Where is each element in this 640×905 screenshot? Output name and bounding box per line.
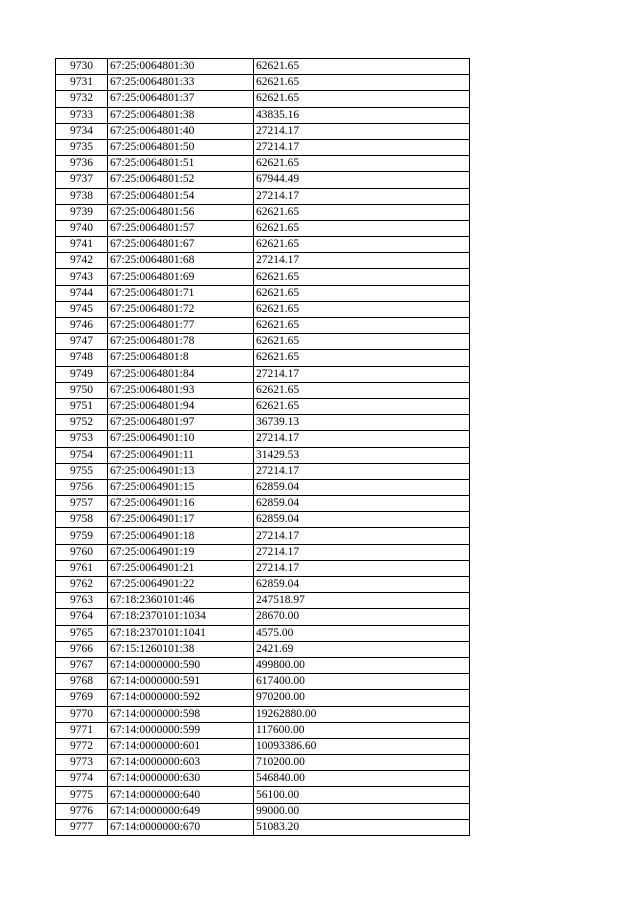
row-number-cell: 9747 xyxy=(56,334,108,350)
value-cell: 27214.17 xyxy=(254,544,470,560)
table-row xyxy=(56,107,470,123)
value-cell: 62621.65 xyxy=(254,398,470,414)
value-cell: 43835.16 xyxy=(254,107,470,123)
cadastral-number-cell: 67:14:0000000:599 xyxy=(108,722,254,738)
row-number-cell: 9745 xyxy=(56,301,108,317)
value-cell: 56100.00 xyxy=(254,787,470,803)
value-cell: 499800.00 xyxy=(254,657,470,673)
table-row xyxy=(56,771,470,787)
value-cell: 62621.65 xyxy=(254,285,470,301)
cadastral-number-cell: 67:25:0064801:71 xyxy=(108,285,254,301)
cadastral-number-cell: 67:25:0064901:11 xyxy=(108,447,254,463)
table-row xyxy=(56,204,470,220)
cadastral-number-cell: 67:25:0064901:16 xyxy=(108,496,254,512)
table-row xyxy=(56,75,470,91)
table-row xyxy=(56,819,470,835)
value-cell: 27214.17 xyxy=(254,123,470,139)
row-number-cell: 9759 xyxy=(56,528,108,544)
cadastral-number-cell: 67:14:0000000:649 xyxy=(108,803,254,819)
row-number-cell: 9773 xyxy=(56,755,108,771)
value-cell: 62621.65 xyxy=(254,334,470,350)
row-number-cell: 9739 xyxy=(56,204,108,220)
cadastral-number-cell: 67:25:0064901:10 xyxy=(108,431,254,447)
table-row xyxy=(56,787,470,803)
table-row xyxy=(56,609,470,625)
value-cell: 27214.17 xyxy=(254,139,470,155)
cadastral-number-cell: 67:25:0064801:77 xyxy=(108,318,254,334)
row-number-cell: 9740 xyxy=(56,220,108,236)
cadastral-number-cell: 67:25:0064901:17 xyxy=(108,512,254,528)
value-cell: 62621.65 xyxy=(254,75,470,91)
table-row xyxy=(56,382,470,398)
row-number-cell: 9733 xyxy=(56,107,108,123)
row-number-cell: 9741 xyxy=(56,237,108,253)
table-row xyxy=(56,641,470,657)
table-row xyxy=(56,528,470,544)
cadastral-number-cell: 67:25:0064801:68 xyxy=(108,253,254,269)
table-row xyxy=(56,123,470,139)
value-cell: 62859.04 xyxy=(254,512,470,528)
table-row xyxy=(56,139,470,155)
cadastral-number-cell: 67:25:0064801:33 xyxy=(108,75,254,91)
table-row xyxy=(56,415,470,431)
row-number-cell: 9766 xyxy=(56,641,108,657)
value-cell: 970200.00 xyxy=(254,690,470,706)
value-cell: 62859.04 xyxy=(254,577,470,593)
value-cell: 62621.65 xyxy=(254,350,470,366)
row-number-cell: 9732 xyxy=(56,91,108,107)
value-cell: 27214.17 xyxy=(254,366,470,382)
row-number-cell: 9734 xyxy=(56,123,108,139)
value-cell: 2421.69 xyxy=(254,641,470,657)
row-number-cell: 9749 xyxy=(56,366,108,382)
value-cell: 62621.65 xyxy=(254,91,470,107)
cadastral-number-cell: 67:14:0000000:630 xyxy=(108,771,254,787)
table-row xyxy=(56,334,470,350)
value-cell: 247518.97 xyxy=(254,593,470,609)
value-cell: 51083.20 xyxy=(254,819,470,835)
value-cell: 62859.04 xyxy=(254,496,470,512)
table-row xyxy=(56,722,470,738)
value-cell: 27214.17 xyxy=(254,188,470,204)
value-cell: 62859.04 xyxy=(254,479,470,495)
table-row xyxy=(56,172,470,188)
cadastral-number-cell: 67:14:0000000:590 xyxy=(108,657,254,673)
cadastral-number-cell: 67:14:0000000:640 xyxy=(108,787,254,803)
row-number-cell: 9768 xyxy=(56,674,108,690)
row-number-cell: 9737 xyxy=(56,172,108,188)
cadastral-number-cell: 67:25:0064801:51 xyxy=(108,156,254,172)
table-row xyxy=(56,447,470,463)
cadastral-number-cell: 67:25:0064801:40 xyxy=(108,123,254,139)
cadastral-number-cell: 67:25:0064801:67 xyxy=(108,237,254,253)
cadastral-number-cell: 67:25:0064801:56 xyxy=(108,204,254,220)
table-row xyxy=(56,560,470,576)
row-number-cell: 9770 xyxy=(56,706,108,722)
row-number-cell: 9730 xyxy=(56,59,108,75)
row-number-cell: 9751 xyxy=(56,398,108,414)
value-cell: 28670.00 xyxy=(254,609,470,625)
table-row xyxy=(56,237,470,253)
value-cell: 546840.00 xyxy=(254,771,470,787)
row-number-cell: 9752 xyxy=(56,415,108,431)
row-number-cell: 9765 xyxy=(56,625,108,641)
table-row xyxy=(56,577,470,593)
cadastral-number-cell: 67:25:0064901:19 xyxy=(108,544,254,560)
table-row xyxy=(56,674,470,690)
cadastral-number-cell: 67:25:0064801:93 xyxy=(108,382,254,398)
row-number-cell: 9764 xyxy=(56,609,108,625)
value-cell: 27214.17 xyxy=(254,560,470,576)
table-row xyxy=(56,91,470,107)
row-number-cell: 9771 xyxy=(56,722,108,738)
table-row xyxy=(56,625,470,641)
value-cell: 710200.00 xyxy=(254,755,470,771)
row-number-cell: 9761 xyxy=(56,560,108,576)
value-cell: 36739.13 xyxy=(254,415,470,431)
table-row xyxy=(56,706,470,722)
cadastral-number-cell: 67:18:2360101:46 xyxy=(108,593,254,609)
cadastral-number-cell: 67:25:0064901:18 xyxy=(108,528,254,544)
cadastral-number-cell: 67:15:1260101:38 xyxy=(108,641,254,657)
row-number-cell: 9753 xyxy=(56,431,108,447)
table-row xyxy=(56,431,470,447)
cadastral-number-cell: 67:25:0064801:38 xyxy=(108,107,254,123)
value-cell: 62621.65 xyxy=(254,156,470,172)
value-cell: 62621.65 xyxy=(254,204,470,220)
table-row xyxy=(56,59,470,75)
row-number-cell: 9742 xyxy=(56,253,108,269)
cadastral-number-cell: 67:25:0064801:50 xyxy=(108,139,254,155)
cadastral-number-cell: 67:18:2370101:1034 xyxy=(108,609,254,625)
cadastral-number-cell: 67:25:0064801:84 xyxy=(108,366,254,382)
value-cell: 10093386.60 xyxy=(254,738,470,754)
value-cell: 27214.17 xyxy=(254,253,470,269)
table-row xyxy=(56,318,470,334)
cadastral-number-cell: 67:25:0064801:94 xyxy=(108,398,254,414)
row-number-cell: 9750 xyxy=(56,382,108,398)
table-row xyxy=(56,544,470,560)
row-number-cell: 9744 xyxy=(56,285,108,301)
data-table xyxy=(55,58,470,836)
cadastral-number-cell: 67:25:0064801:97 xyxy=(108,415,254,431)
cadastral-number-cell: 67:25:0064901:13 xyxy=(108,463,254,479)
value-cell: 99000.00 xyxy=(254,803,470,819)
table-row xyxy=(56,350,470,366)
table-row xyxy=(56,285,470,301)
row-number-cell: 9757 xyxy=(56,496,108,512)
table-row xyxy=(56,220,470,236)
cadastral-number-cell: 67:25:0064801:30 xyxy=(108,59,254,75)
table-row xyxy=(56,755,470,771)
table-row xyxy=(56,398,470,414)
value-cell: 62621.65 xyxy=(254,269,470,285)
cadastral-number-cell: 67:14:0000000:598 xyxy=(108,706,254,722)
table-row xyxy=(56,479,470,495)
value-cell: 62621.65 xyxy=(254,237,470,253)
row-number-cell: 9775 xyxy=(56,787,108,803)
cadastral-number-cell: 67:25:0064801:37 xyxy=(108,91,254,107)
cadastral-number-cell: 67:25:0064801:78 xyxy=(108,334,254,350)
value-cell: 31429.53 xyxy=(254,447,470,463)
cadastral-number-cell: 67:25:0064801:57 xyxy=(108,220,254,236)
row-number-cell: 9774 xyxy=(56,771,108,787)
value-cell: 62621.65 xyxy=(254,301,470,317)
row-number-cell: 9731 xyxy=(56,75,108,91)
row-number-cell: 9756 xyxy=(56,479,108,495)
table-row xyxy=(56,657,470,673)
table-row xyxy=(56,156,470,172)
row-number-cell: 9767 xyxy=(56,657,108,673)
value-cell: 19262880.00 xyxy=(254,706,470,722)
value-cell: 117600.00 xyxy=(254,722,470,738)
value-cell: 27214.17 xyxy=(254,528,470,544)
cadastral-number-cell: 67:25:0064801:69 xyxy=(108,269,254,285)
value-cell: 67944.49 xyxy=(254,172,470,188)
row-number-cell: 9762 xyxy=(56,577,108,593)
cadastral-number-cell: 67:25:0064801:8 xyxy=(108,350,254,366)
row-number-cell: 9760 xyxy=(56,544,108,560)
cadastral-number-cell: 67:25:0064901:15 xyxy=(108,479,254,495)
row-number-cell: 9754 xyxy=(56,447,108,463)
row-number-cell: 9769 xyxy=(56,690,108,706)
table-row xyxy=(56,188,470,204)
table-row xyxy=(56,593,470,609)
row-number-cell: 9743 xyxy=(56,269,108,285)
value-cell: 617400.00 xyxy=(254,674,470,690)
cadastral-number-cell: 67:25:0064801:54 xyxy=(108,188,254,204)
cadastral-number-cell: 67:18:2370101:1041 xyxy=(108,625,254,641)
table-row xyxy=(56,463,470,479)
cadastral-number-cell: 67:14:0000000:601 xyxy=(108,738,254,754)
value-cell: 27214.17 xyxy=(254,431,470,447)
row-number-cell: 9735 xyxy=(56,139,108,155)
row-number-cell: 9777 xyxy=(56,819,108,835)
cadastral-number-cell: 67:25:0064801:72 xyxy=(108,301,254,317)
value-cell: 62621.65 xyxy=(254,220,470,236)
table-row xyxy=(56,253,470,269)
row-number-cell: 9758 xyxy=(56,512,108,528)
cadastral-number-cell: 67:14:0000000:670 xyxy=(108,819,254,835)
table-row xyxy=(56,301,470,317)
cadastral-number-cell: 67:25:0064901:22 xyxy=(108,577,254,593)
cadastral-number-cell: 67:14:0000000:592 xyxy=(108,690,254,706)
value-cell: 62621.65 xyxy=(254,382,470,398)
table-row xyxy=(56,738,470,754)
value-cell: 62621.65 xyxy=(254,59,470,75)
table-row xyxy=(56,512,470,528)
table-row xyxy=(56,803,470,819)
table-row xyxy=(56,496,470,512)
row-number-cell: 9776 xyxy=(56,803,108,819)
cadastral-number-cell: 67:14:0000000:603 xyxy=(108,755,254,771)
value-cell: 27214.17 xyxy=(254,463,470,479)
cadastral-number-cell: 67:25:0064801:52 xyxy=(108,172,254,188)
row-number-cell: 9736 xyxy=(56,156,108,172)
row-number-cell: 9738 xyxy=(56,188,108,204)
table-row xyxy=(56,690,470,706)
row-number-cell: 9755 xyxy=(56,463,108,479)
table-row xyxy=(56,269,470,285)
cadastral-number-cell: 67:14:0000000:591 xyxy=(108,674,254,690)
table-body xyxy=(56,59,470,836)
cadastral-number-cell: 67:25:0064901:21 xyxy=(108,560,254,576)
table-row xyxy=(56,366,470,382)
row-number-cell: 9746 xyxy=(56,318,108,334)
row-number-cell: 9748 xyxy=(56,350,108,366)
value-cell: 4575.00 xyxy=(254,625,470,641)
row-number-cell: 9763 xyxy=(56,593,108,609)
row-number-cell: 9772 xyxy=(56,738,108,754)
value-cell: 62621.65 xyxy=(254,318,470,334)
